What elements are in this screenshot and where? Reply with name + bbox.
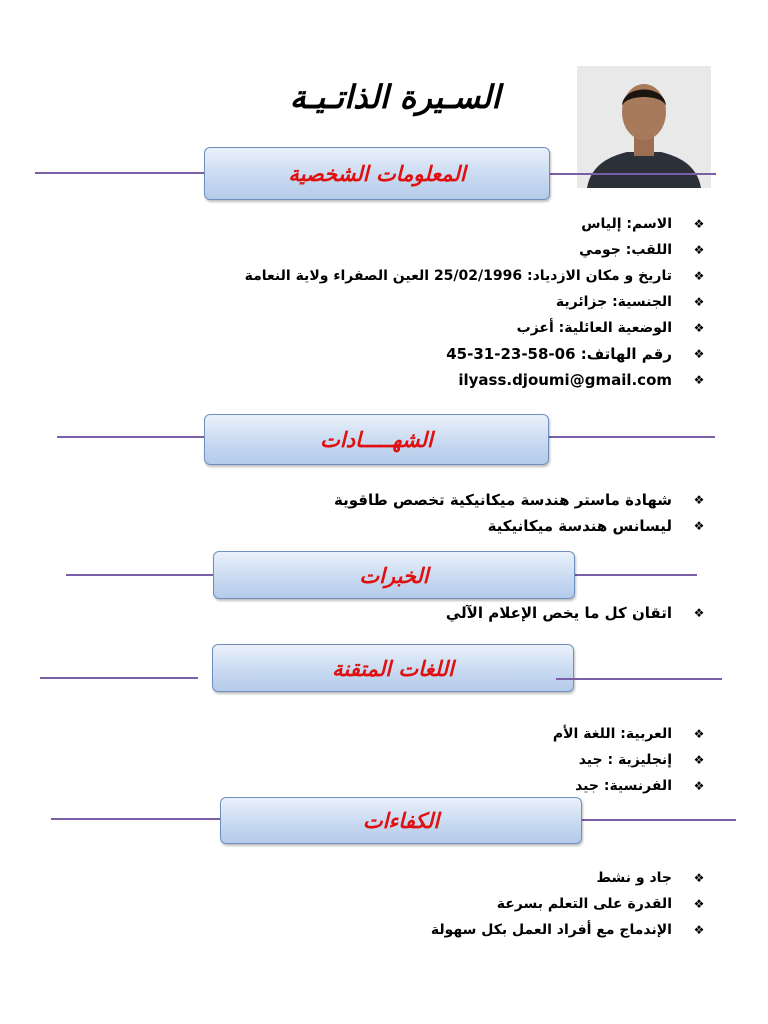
section-heading-label: اللغات المتقنة <box>332 655 454 681</box>
diamond-bullet-icon: ❖ <box>693 923 705 937</box>
list-item: ❖ اللقب: جومي <box>245 237 706 263</box>
list-item: ❖ الوضعية العائلية: أعزب <box>245 315 706 341</box>
divider-line <box>35 172 205 174</box>
list-item: ❖ اتقان كل ما يخص الإعلام الآلي <box>446 600 706 626</box>
profile-photo <box>577 66 711 188</box>
list-item: ❖ جاد و نشط <box>431 865 706 891</box>
list-item: ❖ الفرنسية: جيد <box>553 773 706 799</box>
languages-list <box>553 721 706 799</box>
section-heading-certificates <box>204 414 549 465</box>
list-item <box>245 367 706 393</box>
diamond-bullet-icon: ❖ <box>693 606 705 620</box>
divider-line <box>556 678 722 680</box>
diamond-bullet-icon: ❖ <box>693 217 705 231</box>
personal-info-list <box>245 211 706 393</box>
section-heading-experience <box>213 551 575 599</box>
person-silhouette-icon <box>577 66 711 188</box>
certificates-list <box>334 487 706 539</box>
diamond-bullet-icon: ❖ <box>693 321 705 335</box>
diamond-bullet-icon: ❖ <box>693 779 705 793</box>
diamond-bullet-icon: ❖ <box>693 753 705 767</box>
diamond-bullet-icon: ❖ <box>693 243 705 257</box>
diamond-bullet-icon: ❖ <box>693 493 705 507</box>
section-heading-label: الخبرات <box>359 562 429 588</box>
list-item: ❖ تاريخ و مكان الازدياد: 25/02/1996 العين الصفراء ولاية النعامة <box>245 263 706 289</box>
divider-line <box>51 818 221 820</box>
section-heading-personal <box>204 147 550 200</box>
list-item: ❖ الإندماج مع أفراد العمل بكل سهولة <box>431 917 706 943</box>
skills-list <box>431 865 706 943</box>
list-item: ❖ ليسانس هندسة ميكانيكية <box>334 513 706 539</box>
diamond-bullet-icon: ❖ <box>693 727 705 741</box>
diamond-bullet-icon: ❖ <box>693 897 705 911</box>
diamond-bullet-icon: ❖ <box>693 871 705 885</box>
section-heading-label: المعلومات الشخصية <box>288 161 466 186</box>
diamond-bullet-icon: ❖ <box>693 347 705 361</box>
diamond-bullet-icon: ❖ <box>693 269 705 283</box>
diamond-bullet-icon: ❖ <box>693 295 705 309</box>
divider-line <box>547 436 715 438</box>
list-item: ❖ الاسم: إلياس <box>245 211 706 237</box>
list-item: ❖ شهادة ماستر هندسة ميكانيكية تخصص طاقوية <box>334 487 706 513</box>
section-heading-skills <box>220 797 582 844</box>
diamond-bullet-icon: ❖ <box>693 373 705 387</box>
cv-title: السـيرة الذاتـيـة <box>289 78 501 116</box>
list-item: ❖ الجنسية: جزائرية <box>245 289 706 315</box>
experience-list <box>446 600 706 626</box>
divider-line <box>40 677 198 679</box>
email-address: ilyass.djoumi@gmail.com <box>458 371 672 389</box>
divider-line <box>548 173 716 175</box>
list-item: ❖ العربية: اللغة الأم <box>553 721 706 747</box>
section-heading-languages <box>212 644 574 692</box>
list-item: ❖ رقم الهاتف: 06-58-23-31-45 <box>245 341 706 367</box>
section-heading-label: الكفاءات <box>362 808 440 833</box>
divider-line <box>66 574 214 576</box>
diamond-bullet-icon: ❖ <box>693 519 705 533</box>
section-heading-label: الشهـــــادات <box>320 427 433 452</box>
divider-line <box>57 436 205 438</box>
list-item: ❖ إنجليزية : جيد <box>553 747 706 773</box>
list-item: ❖ القدرة على التعلم بسرعة <box>431 891 706 917</box>
divider-line <box>580 819 736 821</box>
divider-line <box>573 574 697 576</box>
